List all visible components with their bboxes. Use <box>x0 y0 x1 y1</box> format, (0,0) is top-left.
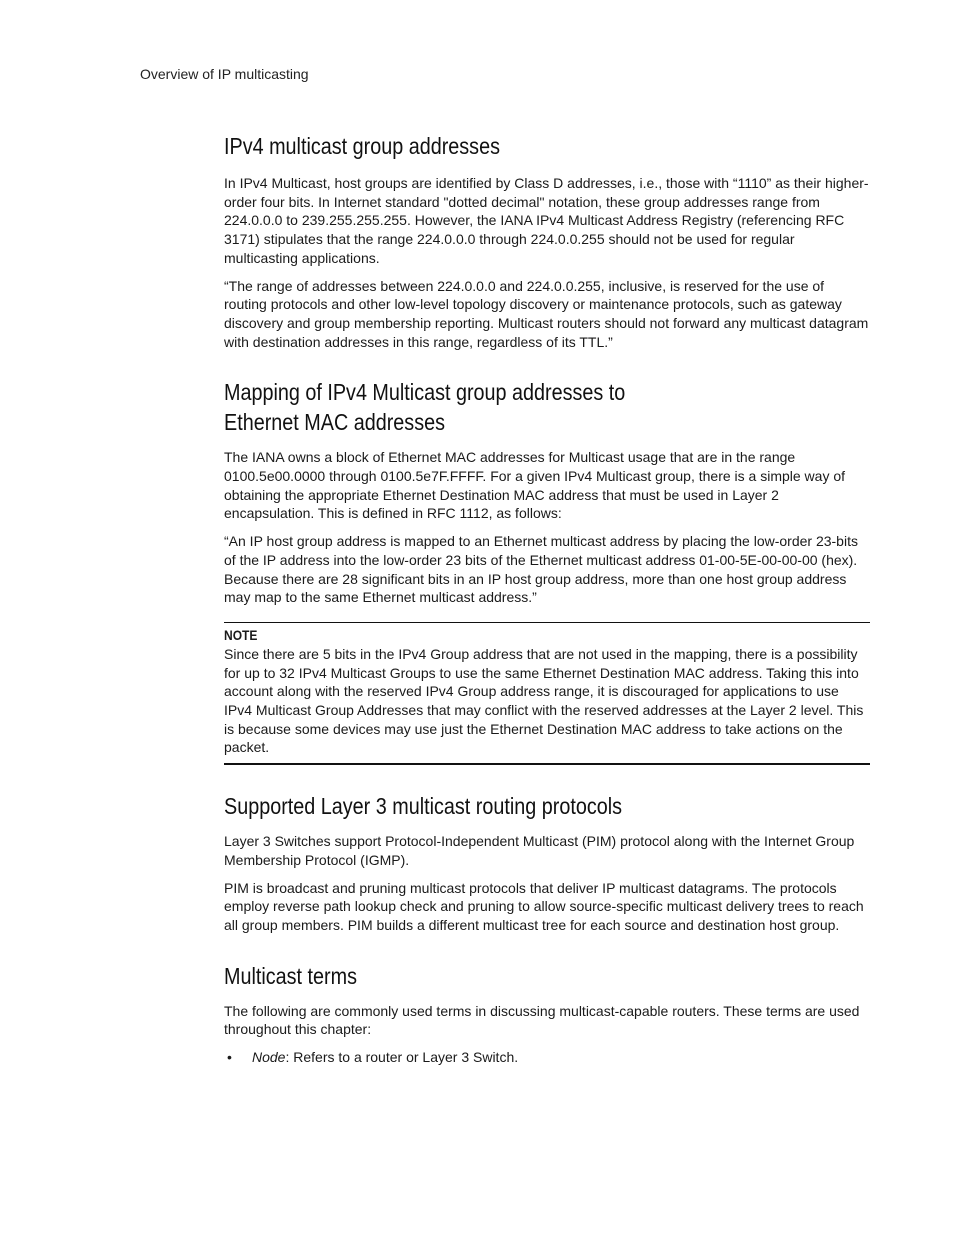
note-text: Since there are 5 bits in the IPv4 Group address that are not used in the mapping, there is a possibility for up to 32 IPv4 Multicast Groups to use the same Ethernet Destination MAC address. Taking this into account along with the reserved IPv4 Group address range, it is discouraged for applications to use IPv4 Multicast Group Addresses that may conflict with the reserved addresses at the Layer 2 level. This is because some devices may use just the Ethernet Destination MAC address to take actions on the packet. <box>224 645 864 756</box>
section-multicast-terms <box>224 961 870 1067</box>
paragraph: The following are commonly used terms in discussing multicast-capable routers. These terms are used throughout this chapter: <box>224 1002 860 1038</box>
section-mapping-to-mac <box>224 377 870 765</box>
section-heading: IPv4 multicast group addresses <box>224 133 500 159</box>
section-heading-line-1: Mapping of IPv4 Multicast group addresses to <box>224 379 626 406</box>
section-layer3-protocols <box>224 791 870 935</box>
page-content <box>224 130 870 1067</box>
paragraph: The IANA owns a block of Ethernet MAC addresses for Multicast usage that are in the range 0100.5e00.0000 through 0100.5e7F.FFFF. For a given IPv4 Multicast group, there is a simple way of obtaining the appropriate Ethernet Destination MAC address that must be used in Layer 2 encapsulation. This is defined in RFC 1112, as follows: <box>224 449 846 522</box>
paragraph: Layer 3 Switches support Protocol-Independent Multicast (PIM) protocol along with the Internet Group Membership Protocol (IGMP). <box>224 833 855 868</box>
quoted-paragraph: “An IP host group address is mapped to an Ethernet multicast address by placing the low-order 23-bits of the IP address into the low-order 23 bits of the Ethernet multicast address 01-00-5E-00-00-00 (hex). Because there are 28 significant bits in an IP host group address, more than one host group address may map to the same Ethernet multicast address.” <box>224 533 858 606</box>
term-name: Node <box>252 1049 286 1066</box>
term-definition: : Refers to a router or Layer 3 Switch. <box>285 1049 519 1066</box>
running-header: Overview of IP multicasting <box>140 66 309 82</box>
section-heading: Supported Layer 3 multicast routing protocols <box>224 793 623 820</box>
quoted-paragraph: “The range of addresses between 224.0.0.0 and 224.0.0.255, inclusive, is reserved for the use of routing protocols and other low-level topology discovery or maintenance protocols, such as gateway discovery and group membership reporting. Multicast routers should not forward any multicast datagram with destination addresses in this range, regardless of its TTL.” <box>224 277 869 350</box>
section-heading: Multicast terms <box>224 962 357 989</box>
note-box <box>224 622 870 765</box>
paragraph: In IPv4 Multicast, host groups are identified by Class D addresses, i.e., those with “1110” as their higher-order four bits. In Internet standard "dotted decimal" notation, these group addresses range from 224.0.0.0 to 239.255.255.255. However, the IANA IPv4 Multicast Address Registry (referencing RFC 3171) stipulates that the range 224.0.0.0 through 224.0.0.255 should not be used for regular multicasting applications. <box>224 175 869 266</box>
section-ipv4-multicast-group-addresses <box>224 131 870 351</box>
list-item <box>224 1048 870 1067</box>
paragraph: PIM is broadcast and pruning multicast protocols that deliver IP multicast datagrams. The protocols employ reverse path lookup check and pruning to allow source-specific multicast delivery trees to reach all group members. PIM builds a different multicast tree for each source and destination host group. <box>224 879 864 933</box>
term-list <box>224 1048 870 1067</box>
bullet-icon: • <box>227 1049 232 1066</box>
section-heading-line-2: Ethernet MAC addresses <box>224 409 445 436</box>
note-label: NOTE <box>224 626 258 643</box>
